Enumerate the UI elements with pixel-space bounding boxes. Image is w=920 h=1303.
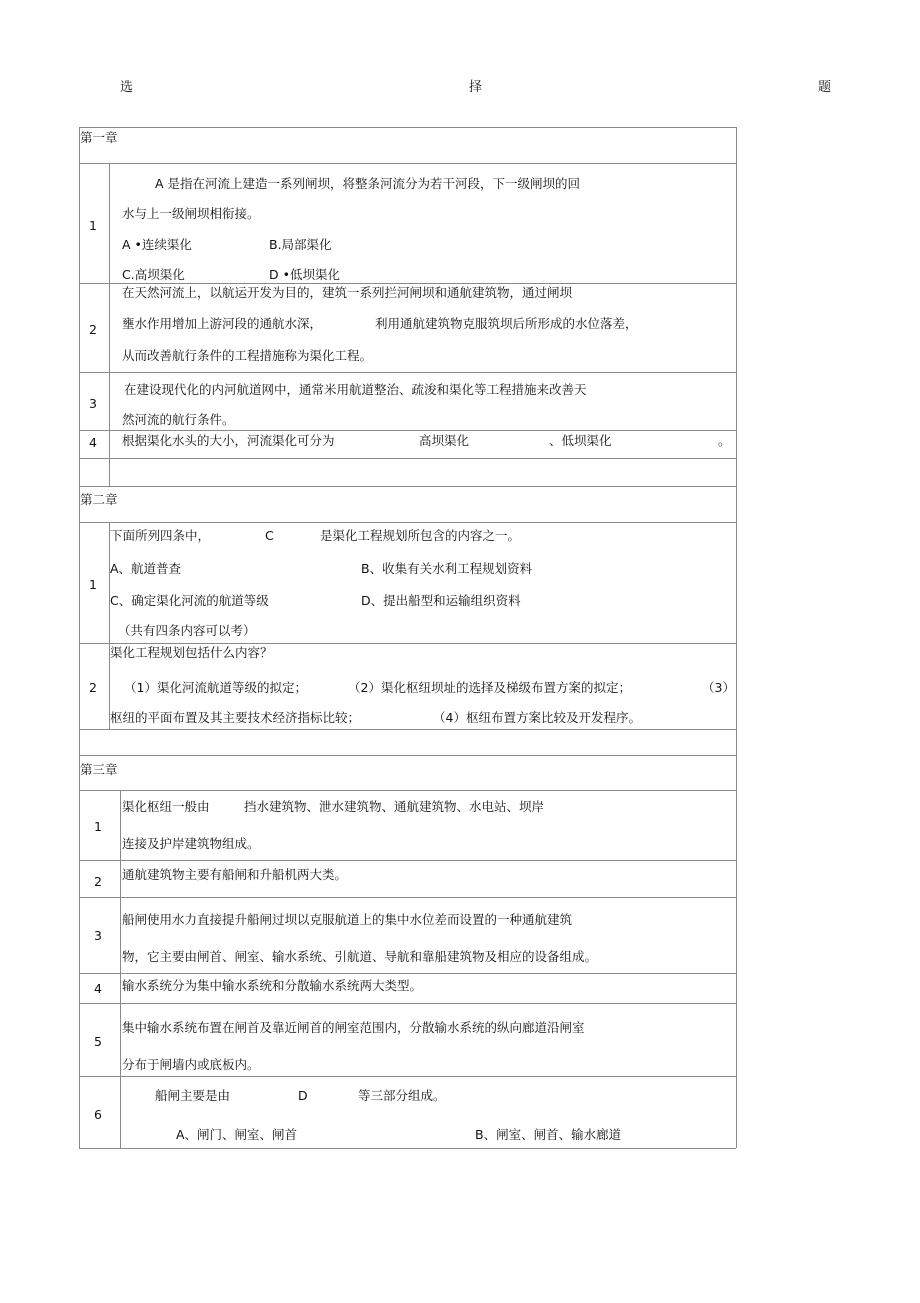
ch3-q5-number: 5 xyxy=(94,1034,102,1049)
ch2-q1-option-d: D、提出船型和运输组织资料 xyxy=(361,593,521,608)
ch1-q3-number: 3 xyxy=(89,396,97,411)
ch1-q1-option-a: A •连续渠化 xyxy=(122,237,192,252)
ch3-q3-number: 3 xyxy=(94,928,102,943)
title-char-3: 题 xyxy=(818,80,832,95)
chapter-3-heading: 第三章 xyxy=(80,762,118,777)
ch1-q2-line3: 从而改善航行条件的工程措施称为渠化工程。 xyxy=(122,348,373,363)
ch3-q6-number: 6 xyxy=(94,1107,102,1122)
ch2-q2-number: 2 xyxy=(89,680,97,695)
ch3-q6-line1-post: 等三部分组成。 xyxy=(358,1088,446,1103)
ch3-q1-line1-blank: 挡水建筑物、泄水建筑物、通航建筑物、水电站、坝岸 xyxy=(244,799,545,814)
ch1-q3-line1: 在建设现代化的内河航道网中，通常米用航道整治、疏浚和渠化等工程措施来改善天 xyxy=(124,382,587,397)
ch2-q1-option-c: C、确定渠化河流的航道等级 xyxy=(110,593,269,608)
title-char-2: 择 xyxy=(469,80,483,95)
ch2-q1-line1-post: 是渠化工程规划所包含的内容之一。 xyxy=(320,528,521,543)
chapter-2-heading: 第二章 xyxy=(80,492,118,507)
ch1-q1-option-c: C.高坝渠化 xyxy=(122,267,185,282)
ch1-q2-line2b: 利用通航建筑物克服筑坝后所形成的水位落差， xyxy=(375,316,638,331)
ch1-q3-line2: 然河流的航行条件。 xyxy=(122,412,235,427)
ch2-q2-point1: （1）渠化河流航道等级的拟定； xyxy=(124,680,307,695)
ch1-q4-text: 根据渠化水头的大小，河流渠化可分为 xyxy=(122,433,335,448)
ch2-q2-point2: （2）渠化枢纽坝址的选择及梯级布置方案的拟定； xyxy=(348,680,631,695)
ch2-q2-point3: （3） xyxy=(702,680,735,695)
ch3-q2-number: 2 xyxy=(94,874,102,889)
ch3-q1-line2: 连接及护岸建筑物组成。 xyxy=(122,836,260,851)
ch1-q1-line1: A 是指在河流上建造一系列闸坝，将整条河流分为若干河段，下一级闸坝的回 xyxy=(155,176,581,191)
ch2-q1-number: 1 xyxy=(89,577,97,592)
ch1-q1-option-d: D •低坝渠化 xyxy=(269,267,340,282)
chapter-1-heading: 第一章 xyxy=(80,130,118,145)
ch3-q4-number: 4 xyxy=(94,981,102,996)
ch1-q2-line2a: 壅水作用增加上游河段的通航水深， xyxy=(122,316,323,331)
ch2-q1-line1-pre: 下面所列四条中， xyxy=(110,528,211,543)
ch3-q1-number: 1 xyxy=(94,819,102,834)
ch3-q2-line1: 通航建筑物主要有船闸和升船机两大类。 xyxy=(122,867,348,882)
ch3-q6-answer: D xyxy=(298,1088,308,1103)
title-char-1: 选 xyxy=(120,80,134,95)
ch2-q2-point4: （4）枢纽布置方案比较及开发程序。 xyxy=(433,710,641,725)
ch1-q4-blank2: 、低坝渠化 xyxy=(549,433,612,448)
ch1-q2-line1: 在天然河流上，以航运开发为目的，建筑一系列拦河闸坝和通航建筑物，通过闸坝 xyxy=(122,285,573,300)
ch1-q1-number: 1 xyxy=(89,218,97,233)
ch3-q5-line2: 分布于闸墙内或底板内。 xyxy=(122,1057,260,1072)
ch1-q1-line2: 水与上一级闸坝相衔接。 xyxy=(122,206,260,221)
ch2-q2-line1: 渠化工程规划包括什么内容？ xyxy=(110,645,273,660)
ch3-q3-line2: 物，它主要由闸首、闸室、输水系统、引航道、导航和靠船建筑物及相应的设备组成。 xyxy=(122,949,598,964)
ch3-q6-option-a: A、闸门、闸室、闸首 xyxy=(176,1127,298,1142)
ch1-q4-end: 。 xyxy=(718,433,731,448)
ch2-q1-note: （共有四条内容可以考） xyxy=(118,623,256,638)
ch3-q5-line1: 集中输水系统布置在闸首及靠近闸首的闸室范围内，分散输水系统的纵向廊道沿闸室 xyxy=(122,1020,585,1035)
ch2-q2-line3a: 枢纽的平面布置及其主要技术经济指标比较； xyxy=(110,710,361,725)
ch1-q2-number: 2 xyxy=(89,322,97,337)
ch1-q4-blank1: 高坝渠化 xyxy=(419,433,470,448)
ch3-q6-line1-pre: 船闸主要是由 xyxy=(155,1088,231,1103)
ch3-q4-line1: 输水系统分为集中输水系统和分散输水系统两大类型。 xyxy=(122,978,423,993)
ch2-q1-answer: C xyxy=(265,528,274,543)
ch1-q1-option-b: B.局部渠化 xyxy=(269,237,332,252)
ch3-q1-line1-pre: 渠化枢纽一般由 xyxy=(122,799,210,814)
ch2-q1-option-b: B、收集有关水利工程规划资料 xyxy=(361,561,533,576)
ch3-q6-option-b: B、闸室、闸首、输水廊道 xyxy=(475,1127,622,1142)
ch3-q3-line1: 船闸使用水力直接提升船闸过坝以克服航道上的集中水位差而设置的一种通航建筑 xyxy=(122,912,573,927)
ch2-q1-option-a: A、航道普查 xyxy=(110,561,182,576)
ch1-q4-number: 4 xyxy=(89,435,97,450)
